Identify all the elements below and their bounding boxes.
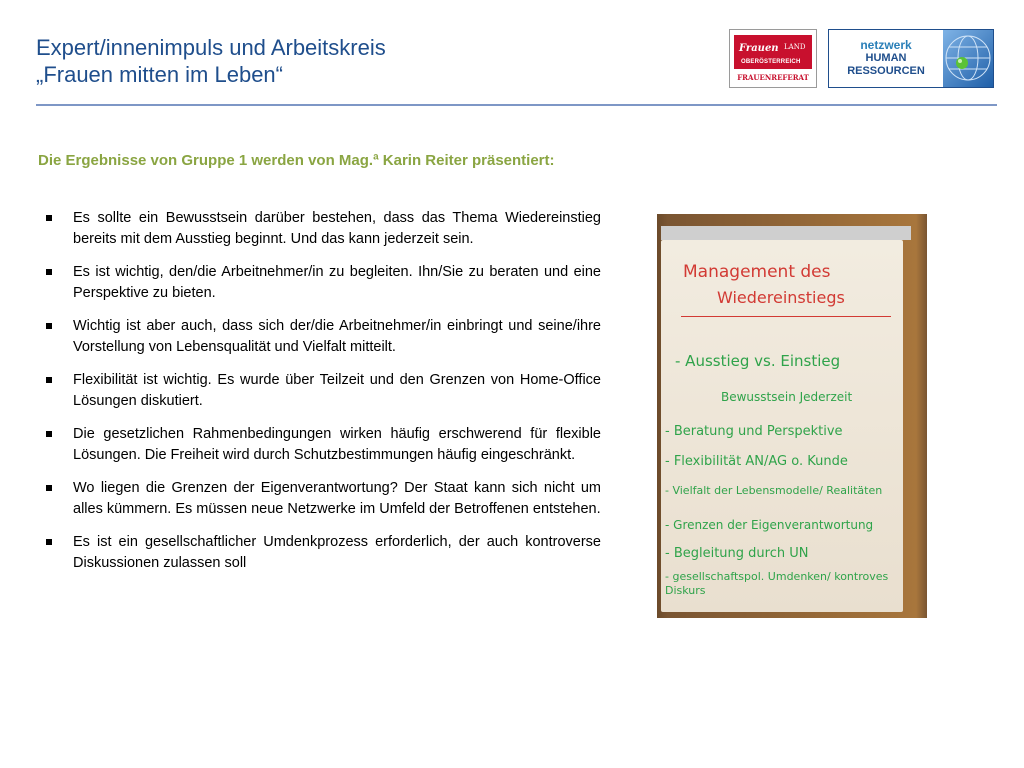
flipchart-heading-1: Management des xyxy=(683,262,831,282)
flipchart-item: - Begleitung durch UN xyxy=(665,546,809,561)
bullet-square-icon xyxy=(46,215,52,221)
bullet-list xyxy=(44,208,601,586)
list-item xyxy=(44,532,601,573)
flipchart-item: - Beratung und Perspektive xyxy=(665,424,843,439)
flipchart-underline xyxy=(681,316,891,317)
list-item-text: Es sollte ein Bewusstsein darüber bestehen, dass das Thema Wiedereinstieg bereits mit dem Ausstieg beginnt. Und das kann jederzeit sein. xyxy=(73,210,601,247)
list-item-text: Es ist ein gesellschaftlicher Umdenkprozess erforderlich, der auch kontroverse Diskussionen zulassen soll xyxy=(73,534,601,571)
bullet-square-icon xyxy=(46,431,52,437)
globe-icon xyxy=(943,30,993,87)
list-item xyxy=(44,316,601,357)
list-item-text: Wo liegen die Grenzen der Eigenverantwortung? Der Staat kann sich nicht um alles kümmern. Es müssen neue Netzwerke im Umfeld der Betroffenen entstehen. xyxy=(73,480,601,517)
list-item-text: Wichtig ist aber auch, dass sich der/die Arbeitnehmer/in einbringt und seine/ihre Vorstellung von Lebensqualität und Vielfalt mitteilt. xyxy=(73,318,601,355)
flipchart-item: - Grenzen der Eigenverantwortung xyxy=(665,518,874,532)
flipchart-heading-2: Wiedereinstiegs xyxy=(717,288,845,307)
flipchart-item: Bewusstsein Jederzeit xyxy=(721,390,853,404)
netzwerk-line-1: netzwerk xyxy=(860,38,912,52)
bullet-square-icon xyxy=(46,269,52,275)
flipchart-item: - gesellschaftspol. Umdenken/ kontroves Diskurs xyxy=(665,570,889,597)
netzwerk-logo-text xyxy=(829,30,943,87)
section-subtitle: Die Ergebnisse von Gruppe 1 werden von Mag.ª Karin Reiter präsentiert: xyxy=(38,152,555,169)
logo-frauen-text: Frauen xyxy=(739,43,779,54)
slide-title xyxy=(36,34,386,88)
list-item xyxy=(44,478,601,519)
bullet-square-icon xyxy=(46,323,52,329)
logo-land-text: LAND xyxy=(784,43,806,51)
title-line-1: Expert/innenimpuls und Arbeitskreis xyxy=(36,35,386,60)
title-line-2: „Frauen mitten im Leben“ xyxy=(36,62,283,87)
bullet-square-icon xyxy=(46,539,52,545)
flipchart-item: - Ausstieg vs. Einstieg xyxy=(675,352,841,370)
header-divider xyxy=(36,104,997,106)
list-item xyxy=(44,424,601,465)
flipchart-paper xyxy=(661,240,903,612)
list-item-text: Die gesetzlichen Rahmenbedingungen wirken häufig erschwerend für flexible Lösungen. Die Freiheit wird durch Schutzbestimmungen häufig eingeschränkt. xyxy=(73,426,601,463)
logo-region-text: OBERÖSTERREICH xyxy=(741,59,801,65)
flipchart-item: - Flexibilität AN/AG o. Kunde xyxy=(665,454,848,469)
netzwerk-line-3: RESSOURCEN xyxy=(847,65,925,77)
list-item xyxy=(44,370,601,411)
netzwerk-logo xyxy=(828,29,994,88)
logo-department-text: FRAUENREFERAT xyxy=(737,73,809,82)
flipchart-top-bar xyxy=(661,226,911,240)
flipchart-item: - Vielfalt der Lebensmodelle/ Realitäten xyxy=(665,484,883,497)
list-item xyxy=(44,208,601,249)
logo-red-panel xyxy=(734,35,812,69)
flipchart-photo xyxy=(657,214,927,618)
list-item-text: Es ist wichtig, den/die Arbeitnehmer/in zu begleiten. Ihn/Sie zu beraten und eine Perspektive zu bieten. xyxy=(73,264,601,301)
bullet-square-icon xyxy=(46,485,52,491)
list-item xyxy=(44,262,601,303)
bullet-square-icon xyxy=(46,377,52,383)
list-item-text: Flexibilität ist wichtig. Es wurde über Teilzeit und den Grenzen von Home-Office Lösungen diskutiert. xyxy=(73,372,601,409)
frauenland-logo xyxy=(729,29,817,88)
netzwerk-line-2: HUMAN xyxy=(865,52,907,64)
